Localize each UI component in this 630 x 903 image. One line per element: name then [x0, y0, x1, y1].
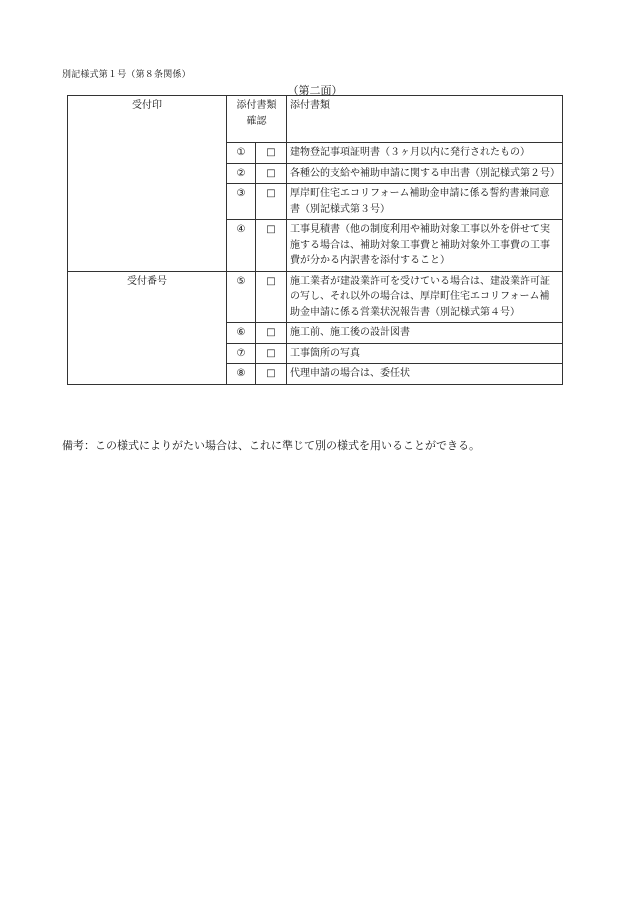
page-subtitle: （第二面） — [287, 84, 343, 97]
checkbox[interactable]: □ — [256, 343, 287, 364]
checkbox[interactable]: □ — [256, 184, 287, 220]
document-description: 工事箇所の写真 — [287, 343, 563, 364]
row-number: ⑦ — [227, 343, 256, 364]
row-number: ⑧ — [227, 364, 256, 385]
attachment-table — [67, 95, 563, 385]
checkbox[interactable]: □ — [256, 271, 287, 323]
doc-list-header — [287, 96, 563, 143]
reception-number-cell — [68, 271, 227, 384]
remarks-note: 備考：この様式によりがたい場合は、これに準じて別の様式を用いることができる。 — [62, 439, 480, 452]
doc-confirm-header-label: 添付書類確認 — [236, 100, 277, 127]
document-description: 施工前、施工後の設計図書 — [287, 323, 563, 344]
doc-confirm-header — [227, 96, 287, 143]
row-number: ① — [227, 143, 256, 164]
document-description: 厚岸町住宅エコリフォーム補助金申請に係る誓約書兼同意書（別記様式第３号） — [287, 184, 563, 220]
document-description: 施工業者が建設業許可を受けている場合は、建設業許可証の写し、それ以外の場合は、厚岸町住宅エコリフォーム補助金申請に係る営業状況報告書（別記様式第４号） — [287, 271, 563, 323]
document-description: 建物登記事項証明書（３ヶ月以内に発行されたもの） — [287, 143, 563, 164]
row-number: ⑤ — [227, 271, 256, 323]
reception-stamp-label: 受付印 — [132, 100, 162, 111]
row-number: ② — [227, 163, 256, 184]
doc-list-header-label: 添付書類 — [290, 100, 330, 111]
checkbox[interactable]: □ — [256, 323, 287, 344]
table-row — [68, 271, 563, 323]
document-description: 工事見積書（他の制度利用や補助対象工事以外を併せて実施する場合は、補助対象工事費と補助対象外工事費の工事費が分かる内訳書を添付すること） — [287, 220, 563, 272]
row-number: ④ — [227, 220, 256, 272]
form-reference: 別記様式第１号（第８条関係） — [62, 70, 191, 80]
row-number: ⑥ — [227, 323, 256, 344]
checkbox[interactable]: □ — [256, 163, 287, 184]
row-number: ③ — [227, 184, 256, 220]
checkbox[interactable]: □ — [256, 364, 287, 385]
checkbox[interactable]: □ — [256, 220, 287, 272]
document-description: 各種公的支給や補助申請に関する申出書（別記様式第２号） — [287, 163, 563, 184]
table-header-row — [68, 96, 563, 143]
checkbox[interactable]: □ — [256, 143, 287, 164]
reception-number-label: 受付番号 — [127, 275, 167, 287]
document-description: 代理申請の場合は、委任状 — [287, 364, 563, 385]
reception-stamp-cell — [68, 96, 227, 272]
